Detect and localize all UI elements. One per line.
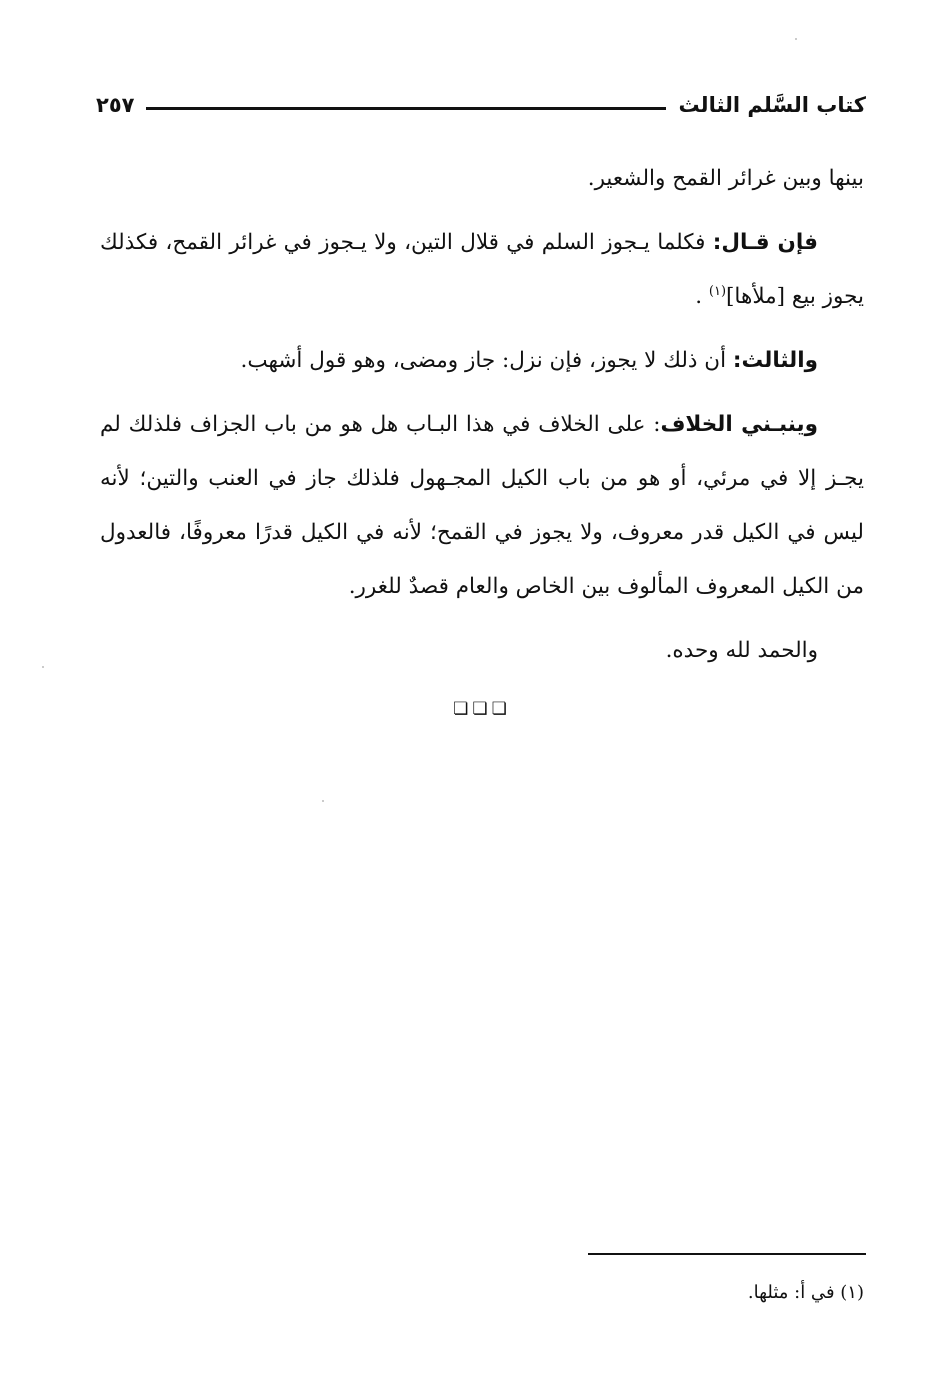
scan-speck <box>795 38 797 40</box>
page-number: ٢٥٧ <box>96 93 135 117</box>
paragraph-basis-of-dispute <box>100 398 864 614</box>
paragraph-lead: والثالث: <box>732 348 818 373</box>
chapter-title: كتاب السَّلم الثالث <box>678 93 866 117</box>
paragraph-continuation <box>100 152 864 206</box>
paragraph-closing <box>100 624 864 678</box>
footnote <box>500 1278 864 1308</box>
scan-speck <box>322 800 324 802</box>
paragraph-objection <box>100 216 864 324</box>
section-end-ornament <box>440 698 520 720</box>
paragraph-text: والحمد لله وحده. <box>665 638 818 663</box>
paragraph-lead: وينبـني الخلاف <box>660 412 818 437</box>
footnote-separator <box>588 1253 866 1255</box>
scan-speck <box>42 666 44 668</box>
square-ornament-icon: ❏ <box>472 699 488 719</box>
paragraph-third-opinion <box>100 334 864 388</box>
running-header <box>96 88 866 122</box>
paragraph-text: أن ذلك لا يجوز، فإن نزل: جاز ومضى، وهو قول أشهب. <box>240 348 733 373</box>
paragraph-tail: . <box>695 284 709 309</box>
square-ornament-icon: ❏ <box>491 699 507 719</box>
paragraph-text: بينها وبين غرائر القمح والشعير. <box>587 166 864 191</box>
footnote-text: (١) في أ: مثلها. <box>747 1282 864 1303</box>
footnote-reference[interactable]: (١) <box>708 283 727 299</box>
header-rule <box>146 107 666 110</box>
paragraph-text: فكلما يـجوز السلم في قلال التين، ولا يـجوز في غرائر القمح، فكذلك يجوز بيع [ملأها] <box>100 230 864 309</box>
paragraph-text: : على الخلاف في هذا البـاب هل هو من باب الجزاف فلذلك لم يجـز إلا في مرئي، أو هو من باب الكيل المجـهول فلذلك جاز في العنب والتين؛ لأنه ليس في الكيل قدر معروف، ولا يجوز في القمح؛ لأنه في الكيل قدرًا معروفًا، فالعدول من الكيل المعروف المألوف بين الخاص والعام قصدٌ للغرر. <box>100 412 864 599</box>
square-ornament-icon: ❏ <box>453 699 469 719</box>
paragraph-lead: فإن قـال: <box>712 230 818 255</box>
main-text <box>100 152 864 688</box>
